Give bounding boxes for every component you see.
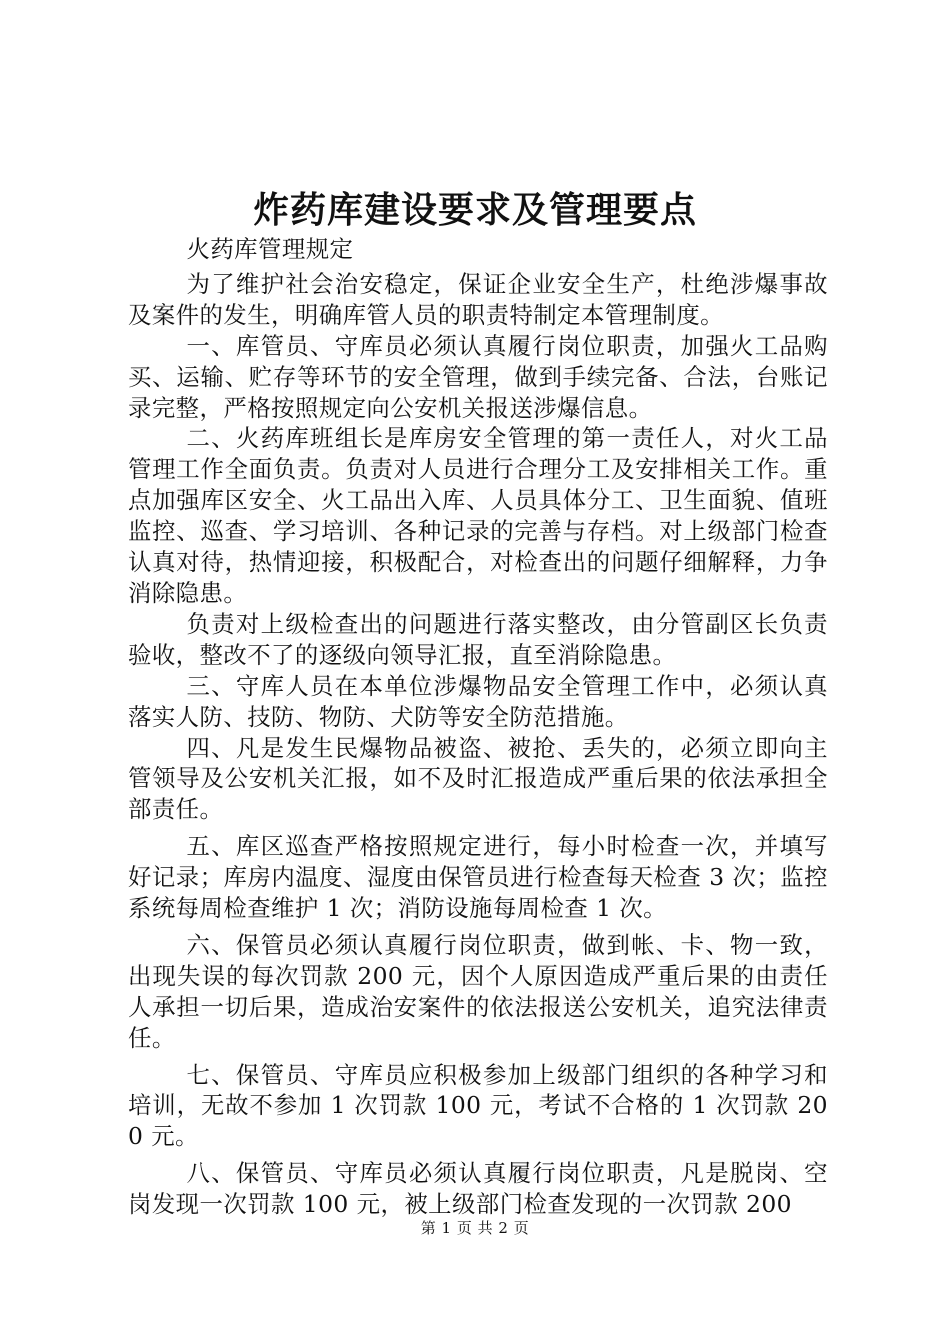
page-footer: 第 1 页 共 2 页 [420, 1219, 530, 1237]
paragraph-item-6: 六、保管员必须认真履行岗位职责，做到帐、卡、物一致，出现失误的每次罚款 200 元，因个人原因造成严重后果的由责任人承担一切后果，造成治安案件的依法报送公安机关，追究法律责任。 [128, 930, 828, 1052]
section-subtitle: 火药库管理规定 [186, 235, 354, 263]
document-title: 炸药库建设要求及管理要点 [252, 189, 697, 231]
paragraph-item-1: 一、库管员、守库员必须认真履行岗位职责，加强火工品购买、运输、贮存等环节的安全管理，做到手续完备、合法，台账记录完整，严格按照规定向公安机关报送涉爆信息。 [128, 331, 828, 422]
paragraph-intro: 为了维护社会治安稳定，保证企业安全生产，杜绝涉爆事故及案件的发生，明确库管人员的职责特制定本管理制度。 [128, 269, 828, 329]
paragraph-item-5: 五、库区巡查严格按照规定进行，每小时检查一次，并填写好记录；库房内温度、湿度由保管员进行检查每天检查 3 次；监控系统每周检查维护 1 次；消防设施每周检查 1 次。 [128, 832, 828, 923]
paragraph-item-8: 八、保管员、守库员必须认真履行岗位职责，凡是脱岗、空岗发现一次罚款 100 元，被上级部门检查发现的一次罚款 200 [128, 1159, 828, 1219]
paragraph-item-4: 四、凡是发生民爆物品被盗、被抢、丢失的，必须立即向主管领导及公安机关汇报，如不及时汇报造成严重后果的依法承担全部责任。 [128, 733, 828, 824]
paragraph-item-2-followup: 负责对上级检查出的问题进行落实整改，由分管副区长负责验收，整改不了的逐级向领导汇报，直至消除隐患。 [128, 609, 828, 669]
paragraph-item-7: 七、保管员、守库员应积极参加上级部门组织的各种学习和培训，无故不参加 1 次罚款 100 元，考试不合格的 1 次罚款 200 元。 [128, 1060, 828, 1151]
document-body [128, 234, 828, 1220]
paragraph-item-2: 二、火药库班组长是库房安全管理的第一责任人，对火工品管理工作全面负责。负责对人员进行合理分工及安排相关工作。重点加强库区安全、火工品出入库、人员具体分工、卫生面貌、值班监控、巡查、学习培训、各种记录的完善与存档。对上级部门检查认真对待，热情迎接，积极配合，对检查出的问题仔细解释，力争消除隐患。 [128, 424, 828, 607]
paragraph-item-3: 三、守库人员在本单位涉爆物品安全管理工作中，必须认真落实人防、技防、物防、犬防等安全防范措施。 [128, 671, 828, 731]
